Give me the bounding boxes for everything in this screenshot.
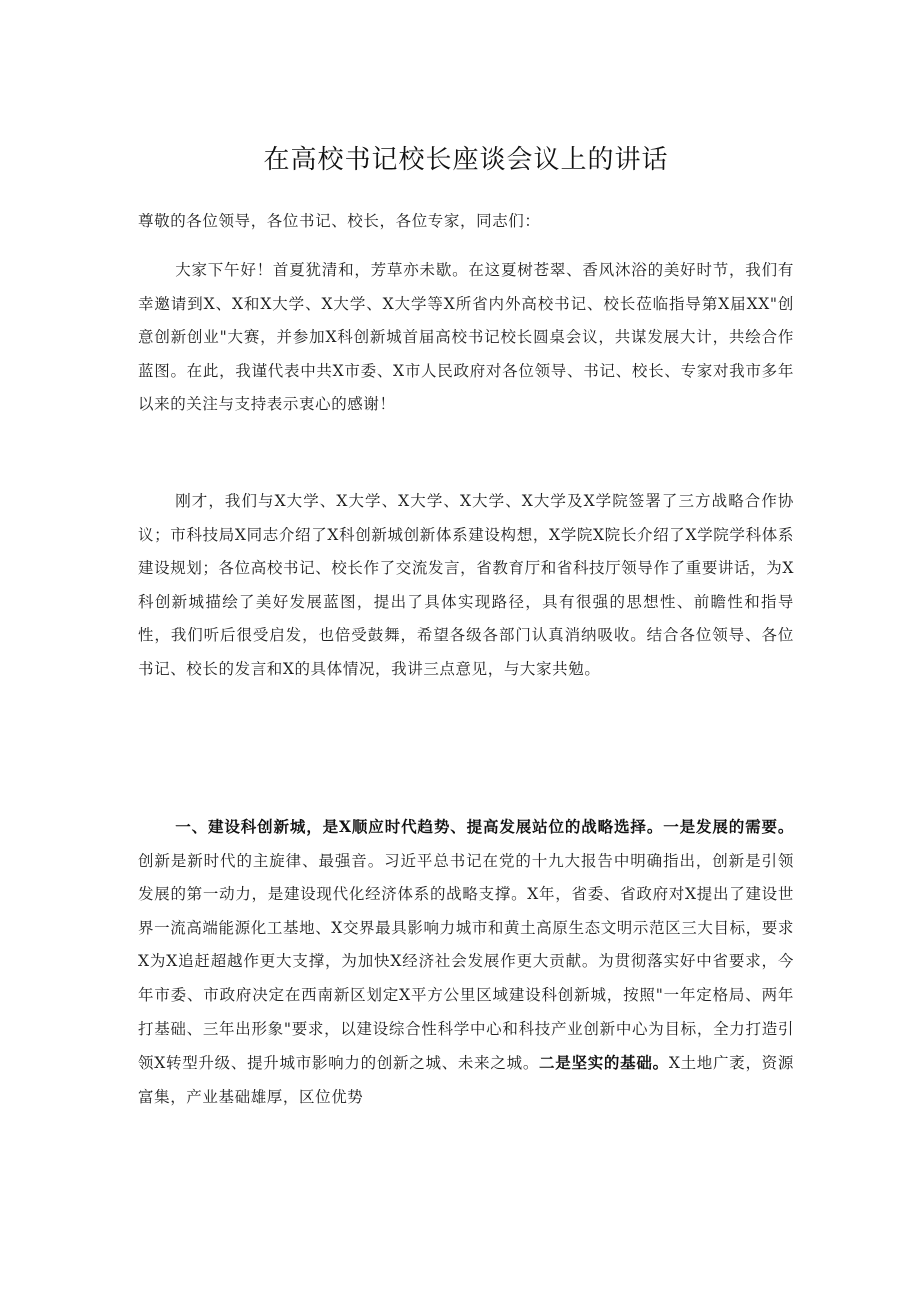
point-two-text: X土地广袤，资源富集，产业基础雄厚，区位优势 bbox=[138, 1054, 794, 1106]
section-one-heading: 一、建设科创新城，是X顺应时代趋势、提高发展站位的战略选择。 bbox=[175, 817, 664, 836]
point-one-text: 创新是新时代的主旋律、最强音。习近平总书记在党的十九大报告中明确指出，创新是引领发展的第一动力，是建设现代化经济体系的战略支撑。X年，省委、省政府对X提出了建设世界一流高端能源化工基地、X交界最具影响力城市和黄土高原生态文明示范区三大目标，要求X为X追赶超越作更大支撑，为加快X经济社会发展作更大贡献。为贯彻落实好中省要求，今年市委、市政府决定在西南新区划定X平方公里区域建设科创新城，按照"一年定格局、两年打基础、三年出形象"要求，以建设综合性科学中心和科技产业创新中心为目标，全力打造引领X转型升级、提升城市影响力的创新之城、未来之城。 bbox=[138, 851, 794, 1073]
paragraph-summary: 刚才，我们与X大学、X大学、X大学、X大学、X大学及X学院签署了三方战略合作协议；市科技局X同志介绍了X科创新城创新体系建设构想，X学院X院长介绍了X学院学科体系建设规划；各位高校书记、校长作了交流发言，省教育厅和省科技厅领导作了重要讲话，为X科创新城描绘了美好发展蓝图，提出了具体实现路径，具有很强的思想性、前瞻性和指导性，我们听后很受启发，也倍受鼓舞，希望各级各部门认真消纳吸收。结合各位领导、各位书记、校长的发言和X的具体情况，我讲三点意见，与大家共勉。 bbox=[138, 492, 794, 678]
section-one bbox=[138, 810, 794, 1114]
paragraph-greeting: 大家下午好！首夏犹清和，芳草亦未歇。在这夏树苍翠、香风沐浴的美好时节，我们有幸邀请到X、X和X大学、X大学、X大学等X所省内外高校书记、校长莅临指导第X届XX"创意创新创业"大赛，并参加X科创新城首届高校书记校长圆桌会议，共谋发展大计，共绘合作蓝图。在此，我谨代表中共X市委、X市人民政府对各位领导、书记、校长、专家对我市多年以来的关注与支持表示衷心的感谢！ bbox=[138, 261, 794, 414]
document-title: 在高校书记校长座谈会议上的讲话 bbox=[263, 145, 669, 175]
point-one-label: 一是发展的需要。 bbox=[663, 817, 795, 836]
point-two-label: 二是坚实的基础。 bbox=[539, 1053, 669, 1073]
salutation: 尊敬的各位领导，各位书记、校长，各位专家，同志们： bbox=[138, 212, 541, 230]
